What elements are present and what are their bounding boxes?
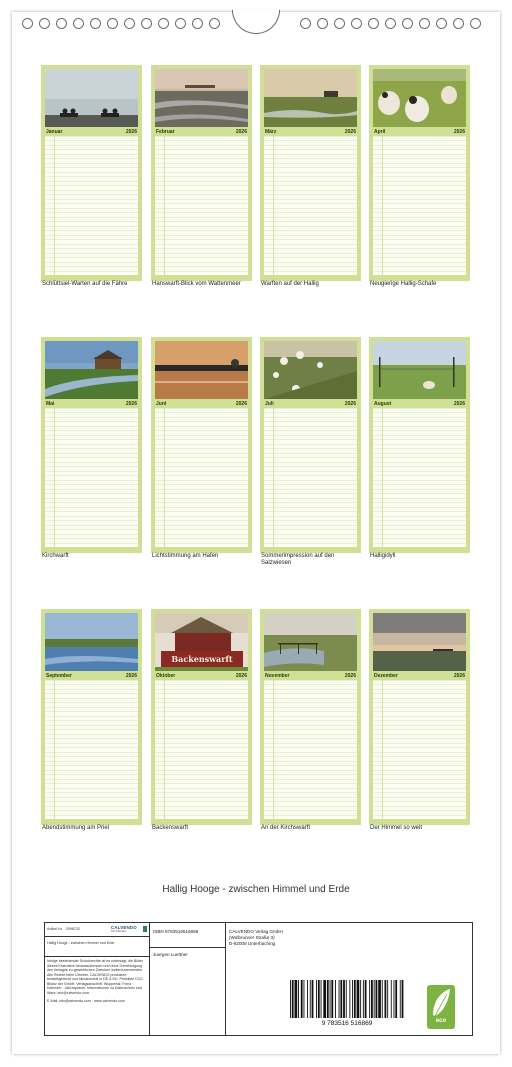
- eco-badge: [427, 985, 455, 1029]
- barcode-digits: 9 783516 516869: [321, 1020, 373, 1027]
- month-photo: [45, 341, 138, 399]
- month-year: 2026: [235, 400, 247, 407]
- month-card: [260, 609, 361, 825]
- footer-email: E-Mail: info@calvendo.com · www.calvendo.com: [47, 999, 125, 1003]
- barcode-bar: [352, 980, 353, 1018]
- legal-text: Infolge bestehender Schutzrechte ist es untersagt, die Bilder dieses Kalenders herauszutrennen und ohne Genehmigung des Verlages zu gewerblichen Zwecken weiterzuverwenden. Alle Rechte beim Urheber. CALVENDO produziert bedarfsgerecht und klimaneutral in DE & EU. Preisliste CO2-Bilanz der GmbH. Verlagsanschrift: Wuppertal, Fotos · Kalender · Jahresplaner. Informationen zu Datenschutz und Ware: info@calvendo.com: [47, 959, 144, 995]
- month-caption: Kirchwarft: [42, 553, 69, 559]
- calvendo-mark-icon: [143, 926, 147, 932]
- article-row: [47, 927, 80, 932]
- barcode-bar: [301, 980, 303, 1018]
- barcode-bar: [343, 980, 345, 1018]
- month-caption: Warften auf der Hallig: [261, 281, 319, 287]
- month-header: [155, 672, 248, 679]
- barcode-bar: [323, 980, 326, 1018]
- month-name: April: [374, 128, 386, 135]
- binding-hole: [419, 18, 430, 29]
- month-header: [264, 400, 357, 407]
- month-caption: Neugierige Hallig-Schafe: [370, 281, 437, 287]
- publisher-street: (Wolbrunner Straße 3): [229, 935, 275, 940]
- barcode-bar: [357, 980, 360, 1018]
- binding-hole: [209, 18, 220, 29]
- barcode-bar: [340, 980, 342, 1018]
- month-name: Juli: [265, 400, 274, 407]
- binding-holes-left: [22, 18, 220, 29]
- month-photo: [264, 69, 357, 127]
- month-caption: Der Himmel so weit: [370, 825, 423, 831]
- back-cover-footer: [44, 922, 473, 1036]
- binding-hole: [385, 18, 396, 29]
- day-rows: [373, 136, 466, 275]
- day-rows: [45, 408, 138, 547]
- binding-hole: [90, 18, 101, 29]
- month-header: [264, 672, 357, 679]
- footer-info-column: [45, 923, 150, 1035]
- barcode-bar: [307, 980, 308, 1018]
- barcode-bar: [327, 980, 329, 1018]
- barcode-bar: [339, 980, 340, 1018]
- binding-hole: [39, 18, 50, 29]
- month-card: [41, 337, 142, 553]
- barcode-bar: [395, 980, 397, 1018]
- month-year: 2026: [344, 672, 356, 679]
- day-rows: [155, 408, 248, 547]
- barcode-bar: [376, 980, 378, 1018]
- binding-hole: [300, 18, 311, 29]
- binding-hole: [73, 18, 84, 29]
- binding-hole: [56, 18, 67, 29]
- binding-hole: [453, 18, 464, 29]
- barcode-bar: [290, 980, 291, 1018]
- month-year: 2026: [344, 128, 356, 135]
- calendar-title: Hallig Hooge - zwischen Himmel und Erde: [162, 884, 350, 895]
- binding-hole: [436, 18, 447, 29]
- month-year: 2026: [453, 400, 465, 407]
- month-header: [155, 128, 248, 135]
- article-number: 2096732: [65, 927, 80, 931]
- month-photo: [155, 341, 248, 399]
- month-year: 2026: [235, 672, 247, 679]
- binding-hole: [107, 18, 118, 29]
- binding-hole: [368, 18, 379, 29]
- month-name: August: [374, 400, 392, 407]
- barcode-bar: [385, 980, 387, 1018]
- barcode-bar: [310, 980, 311, 1018]
- month-header: [45, 672, 138, 679]
- month-year: 2026: [453, 128, 465, 135]
- barcode-bar: [298, 980, 299, 1018]
- barcode-bar: [330, 980, 331, 1018]
- isbn: ISBN 9783516516869: [153, 929, 199, 934]
- barcode-bar: [360, 980, 361, 1018]
- month-card: [41, 609, 142, 825]
- month-name: März: [265, 128, 277, 135]
- month-card: [369, 337, 470, 553]
- month-card: [260, 337, 361, 553]
- day-rows: [264, 136, 357, 275]
- month-photo: [373, 69, 466, 127]
- binding-hole: [470, 18, 481, 29]
- month-name: Juni: [156, 400, 167, 407]
- month-name: November: [265, 672, 290, 679]
- footer-isbn-column: [150, 923, 226, 1035]
- binding-hole: [22, 18, 33, 29]
- binding-hole: [351, 18, 362, 29]
- month-card: [151, 337, 252, 553]
- binding-hole: [192, 18, 203, 29]
- calvendo-brand: CALVENDO: [111, 925, 137, 930]
- month-photo: [45, 69, 138, 127]
- calvendo-logo: [111, 925, 147, 934]
- eco-label: eco: [435, 1018, 447, 1024]
- binding-hole: [175, 18, 186, 29]
- month-year: 2026: [235, 128, 247, 135]
- month-caption: Schlüttsiel-Warten auf die Fähre: [42, 281, 128, 287]
- month-name: Mai: [46, 400, 55, 407]
- binding-hole: [158, 18, 169, 29]
- ean-barcode: [286, 978, 408, 1027]
- barcode-bar: [349, 980, 350, 1018]
- binding-hole: [402, 18, 413, 29]
- month-header: [264, 128, 357, 135]
- day-rows: [264, 680, 357, 819]
- barcode-bar: [304, 980, 305, 1018]
- month-card: [41, 65, 142, 281]
- publisher-name: CALVENDO Verlag GmbH: [229, 929, 283, 934]
- barcode-bar: [365, 980, 367, 1018]
- binding-hole: [334, 18, 345, 29]
- month-caption: Halligidyll: [370, 553, 396, 559]
- barcode-bar: [335, 980, 336, 1018]
- month-year: 2026: [453, 672, 465, 679]
- month-photo: [264, 613, 357, 671]
- barcode-bar: [378, 980, 381, 1018]
- binding-hole: [141, 18, 152, 29]
- month-name: September: [46, 672, 72, 679]
- month-name: Oktober: [156, 672, 176, 679]
- month-photo: [264, 341, 357, 399]
- month-header: [373, 128, 466, 135]
- barcode-bar: [369, 980, 370, 1018]
- barcode-bar: [363, 980, 364, 1018]
- day-rows: [373, 680, 466, 819]
- month-year: 2026: [125, 400, 137, 407]
- barcode-bar: [371, 980, 373, 1018]
- month-header: [155, 400, 248, 407]
- barcode-bar: [387, 980, 388, 1018]
- month-name: Dezember: [374, 672, 398, 679]
- calvendo-brand-sub: Der Kalender: [111, 930, 127, 933]
- day-rows: [45, 680, 138, 819]
- backenswarft-sign: Backenswarft: [171, 654, 233, 664]
- barcode-bar: [295, 980, 298, 1018]
- month-photo: [373, 613, 466, 671]
- month-year: 2026: [344, 400, 356, 407]
- month-card: [151, 609, 252, 825]
- month-photo: [45, 613, 138, 671]
- barcode-bar: [391, 980, 392, 1018]
- barcode-bar: [318, 980, 320, 1018]
- month-caption: Lichtstimmung am Hafen: [152, 553, 219, 559]
- month-photo: [155, 69, 248, 127]
- barcode-bar: [374, 980, 375, 1018]
- day-rows: [45, 136, 138, 275]
- barcode-bar: [402, 980, 404, 1018]
- day-rows: [264, 408, 357, 547]
- barcode-bar: [316, 980, 317, 1018]
- month-caption: An der Kirchswarft: [261, 825, 311, 831]
- month-caption: Sommerimpression auf den Salzwiesen: [261, 553, 335, 566]
- month-header: [373, 672, 466, 679]
- month-name: Januar: [46, 128, 63, 135]
- barcode-bars: [290, 980, 403, 1018]
- month-card: [260, 65, 361, 281]
- barcode-bar: [400, 980, 401, 1018]
- author: Juergen Luettner: [153, 952, 188, 957]
- month-name: Februar: [156, 128, 175, 135]
- month-header: [45, 400, 138, 407]
- month-card: [151, 65, 252, 281]
- barcode-bar: [292, 980, 294, 1018]
- binding-holes-right: [300, 18, 481, 29]
- publisher-city: D-82008 Unterhaching: [229, 941, 276, 946]
- barcode-bar: [331, 980, 333, 1018]
- day-rows: [155, 680, 248, 819]
- day-rows: [373, 408, 466, 547]
- month-header: [373, 400, 466, 407]
- barcode-bar: [354, 980, 356, 1018]
- month-header: [45, 128, 138, 135]
- binding-hole: [124, 18, 135, 29]
- month-card: [369, 609, 470, 825]
- month-caption: Hanswarft-Blick vom Wattenmeer: [152, 281, 241, 287]
- barcode-bar: [394, 980, 395, 1018]
- barcode-bar: [321, 980, 322, 1018]
- barcode-bar: [382, 980, 383, 1018]
- month-photo: [155, 613, 248, 671]
- month-year: 2026: [125, 672, 137, 679]
- binding-hole: [317, 18, 328, 29]
- month-photo: [373, 341, 466, 399]
- month-year: 2026: [125, 128, 137, 135]
- month-card: [369, 65, 470, 281]
- barcode-bar: [312, 980, 314, 1018]
- month-caption: Backenswarft: [152, 825, 189, 831]
- month-caption: Abendstimmung am Priel: [42, 825, 110, 831]
- barcode-bar: [346, 980, 347, 1018]
- article-label: Artikel-Nr.: [47, 927, 63, 931]
- footer-product-title: Hallig Hooge - zwischen Himmel und Erde: [47, 941, 115, 945]
- day-rows: [155, 136, 248, 275]
